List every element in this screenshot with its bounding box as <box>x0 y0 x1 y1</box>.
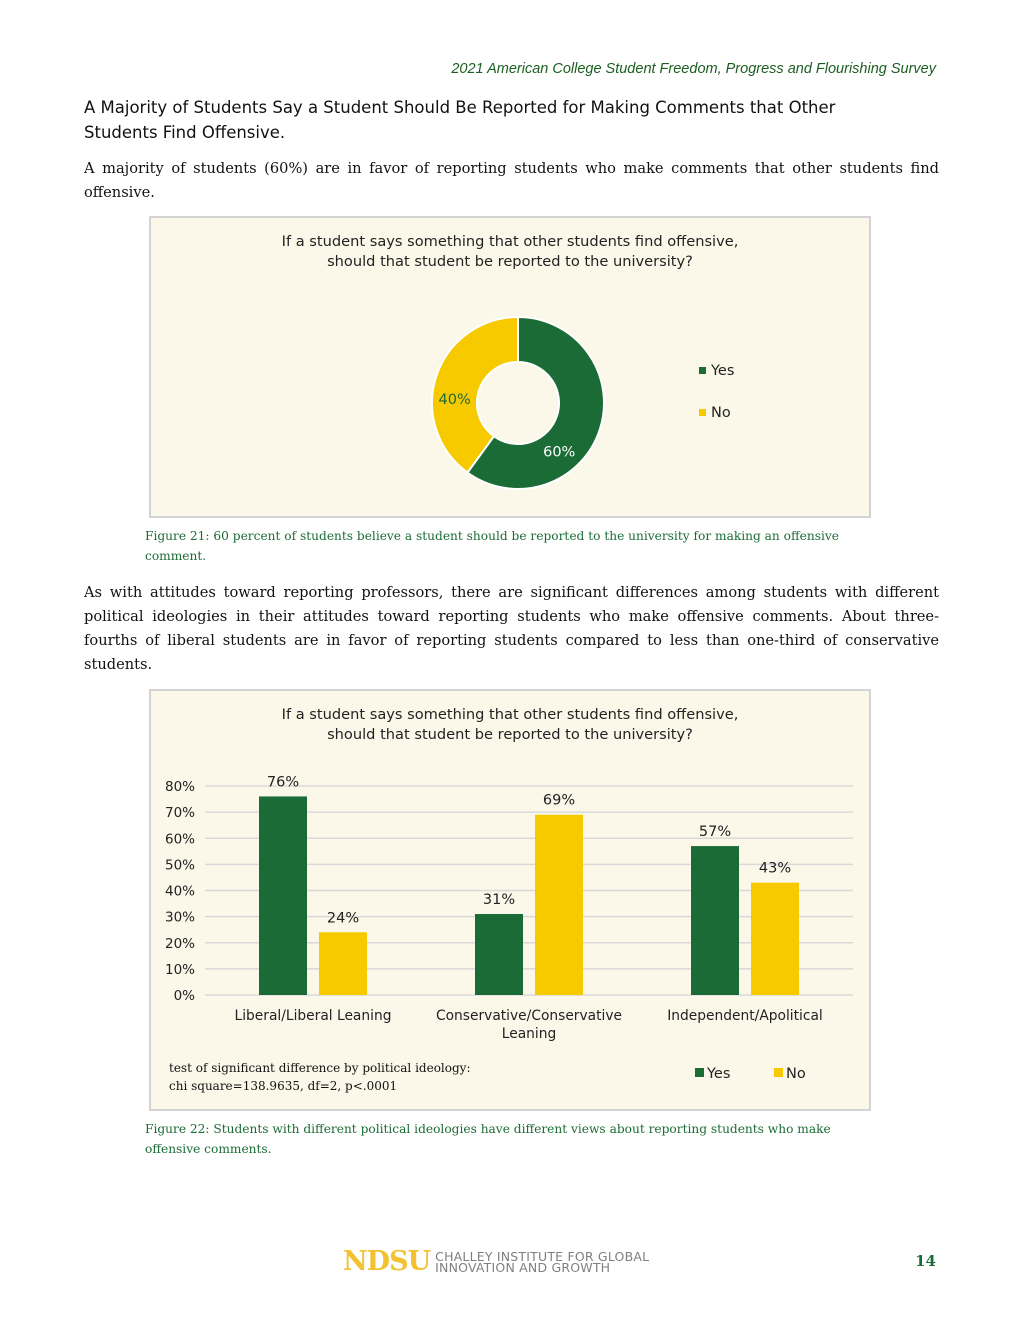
donut-chart-figure <box>149 216 871 518</box>
significance-note-line-1: test of significant difference by political ideology: <box>169 1061 471 1075</box>
donut-chart-title-line-1: If a student says something that other students find offensive, <box>281 233 739 250</box>
donut-chart-title-line-2: should that student be reported to the university? <box>327 253 693 270</box>
bar-value-label: 57% <box>698 824 732 841</box>
body-paragraph: As with attitudes toward reporting professors, there are significant differences among students with different political ideologies in their attitudes toward reporting students who make offensive comments. About three-fourths of liberal students are in favor of reporting students compared to less than one-third of conservative students. <box>84 584 939 673</box>
figure-21-caption: Figure 21: 60 percent of students believe a student should be reported to the university for making an offensive comment. <box>145 529 839 563</box>
legend-swatch-no <box>774 1068 783 1077</box>
y-tick-label: 80% <box>164 779 195 795</box>
bar-value-label: 69% <box>542 792 576 809</box>
running-header: 2021 American College Student Freedom, Progress and Flourishing Survey <box>451 61 936 77</box>
bar-chart-title-line-2: should that student be reported to the university? <box>327 726 693 743</box>
bar-value-label: 31% <box>482 892 516 909</box>
legend-swatch-yes <box>695 1068 704 1077</box>
institute-name-line-1: CHALLEY INSTITUTE FOR GLOBAL <box>435 1248 650 1264</box>
significance-note <box>169 1059 471 1095</box>
bar-no <box>319 932 367 995</box>
significance-note-line-2: chi square=138.9635, df=2, p<.0001 <box>169 1079 398 1093</box>
y-tick-label: 30% <box>164 909 195 926</box>
y-tick-label: 20% <box>164 935 195 952</box>
legend-swatch-no <box>699 409 706 416</box>
section-heading <box>84 95 939 145</box>
ndsu-logo-text: NDSU <box>343 1246 431 1277</box>
figure-22-caption: Figure 22: Students with different political ideologies have different views about reporting students who make offensive comments. <box>145 1122 831 1156</box>
y-tick-label: 70% <box>164 805 195 822</box>
section-heading-line-1: A Majority of Students Say a Student Should Be Reported for Making Comments that Other <box>84 98 836 117</box>
bar-chart <box>151 691 869 1109</box>
bar-chart-figure <box>149 689 871 1111</box>
legend-label-no: No <box>786 1066 806 1082</box>
donut-value-label: 60% <box>543 444 576 461</box>
legend-label-yes: Yes <box>707 1066 731 1082</box>
donut-chart <box>151 218 869 516</box>
donut-value-label: 40% <box>438 391 471 408</box>
footer-logo <box>343 1246 649 1277</box>
x-category-label-line-2: Leaning <box>501 1026 557 1042</box>
bar-yes <box>259 796 307 995</box>
x-category-label: Liberal/Liberal Leaning <box>234 1008 392 1024</box>
legend-label-yes: Yes <box>711 363 735 379</box>
y-tick-label: 60% <box>164 831 195 848</box>
y-tick-label: 0% <box>173 988 195 1004</box>
x-category-label: Independent/Apolitical <box>667 1008 823 1024</box>
bar-yes <box>691 846 739 995</box>
institute-name <box>435 1248 650 1275</box>
y-tick-label: 50% <box>164 857 195 874</box>
bar-value-label: 43% <box>758 860 792 877</box>
intro-paragraph: A majority of students (60%) are in favor of reporting students who make comments that other students find offensive. <box>84 160 939 201</box>
institute-name-line-2: INNOVATION AND GROWTH <box>435 1259 611 1275</box>
legend-swatch-yes <box>699 367 706 374</box>
bar-yes <box>475 914 523 995</box>
page-number: 14 <box>915 1252 936 1270</box>
bar-chart-title-line-1: If a student says something that other students find offensive, <box>281 706 739 723</box>
bar-no <box>535 815 583 995</box>
x-category-label: Conservative/Conservative <box>435 1008 623 1024</box>
bar-no <box>751 883 799 995</box>
bar-value-label: 24% <box>326 910 360 927</box>
legend-label-no: No <box>711 405 731 421</box>
bar-value-label: 76% <box>266 774 300 791</box>
section-heading-line-2: Students Find Offensive. <box>84 123 286 142</box>
y-tick-label: 10% <box>164 961 195 978</box>
y-tick-label: 40% <box>164 883 195 900</box>
